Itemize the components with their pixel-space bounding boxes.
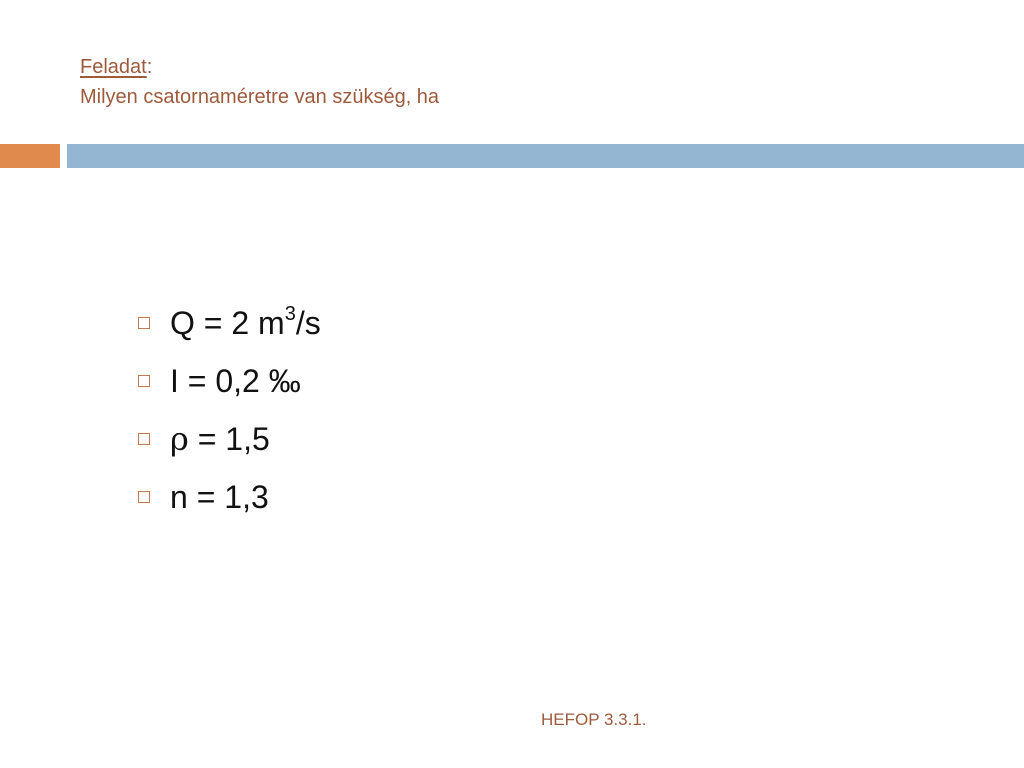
square-bullet-icon — [138, 491, 150, 503]
flow-prefix: Q = 2 m — [170, 304, 285, 341]
accent-bar-blue — [67, 144, 1024, 168]
slope-text: I = 0,2 ‰ — [170, 362, 301, 399]
square-bullet-icon — [138, 433, 150, 445]
square-bullet-icon — [138, 375, 150, 387]
footer-text: HEFOP 3.3.1. — [541, 710, 647, 729]
title-colon: : — [146, 56, 153, 78]
list-item — [138, 410, 321, 468]
rho-symbol: ρ — [170, 420, 189, 458]
list-item — [138, 294, 321, 352]
title-label: Feladat — [80, 56, 147, 78]
bullet-text — [170, 302, 321, 342]
list-item — [138, 352, 321, 410]
list-item — [138, 468, 321, 526]
accent-bar-orange — [0, 144, 60, 168]
title-subtitle: Milyen csatornaméretre van szükség, ha — [80, 86, 440, 108]
square-bullet-icon — [138, 317, 150, 329]
bullet-text — [170, 420, 270, 458]
slide-title — [80, 52, 439, 112]
roughness-text: n = 1,3 — [170, 478, 269, 515]
title-heading — [80, 52, 439, 82]
rho-value: = 1,5 — [188, 421, 270, 457]
flow-suffix: /s — [295, 304, 321, 341]
bullet-list — [138, 294, 321, 526]
flow-exponent: 3 — [284, 302, 296, 325]
